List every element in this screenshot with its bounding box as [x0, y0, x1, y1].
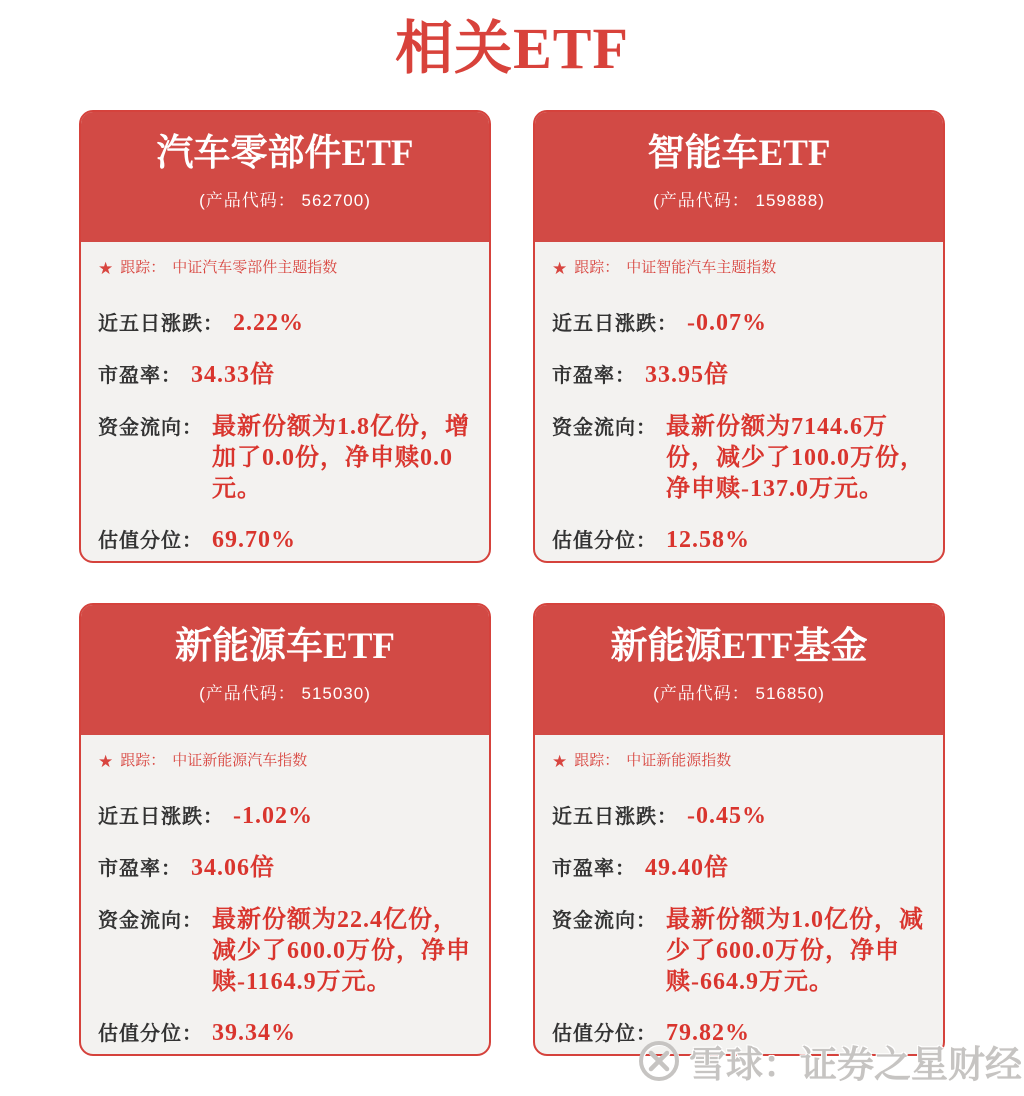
pe-value: 34.33倍: [191, 362, 275, 388]
etf-product-code: (产品代码： 516850): [653, 684, 825, 703]
track-row: [98, 751, 472, 771]
card-header: [535, 112, 943, 242]
pe-label: 市盈率：: [98, 858, 182, 880]
track-index: 中证新能源指数: [626, 752, 732, 769]
track-label: 跟踪：: [120, 259, 166, 276]
change-label: 近五日涨跌：: [552, 313, 678, 335]
pe-value: 33.95倍: [645, 362, 729, 388]
change-row: [552, 801, 926, 833]
track-index: 中证智能汽车主题指数: [626, 259, 777, 276]
valuation-value: 69.70%: [212, 527, 296, 553]
valuation-label: 估值分位：: [98, 530, 203, 552]
card-body: [535, 735, 943, 1050]
pe-label: 市盈率：: [552, 365, 636, 387]
pe-row: [98, 360, 472, 392]
etf-card-516850: [533, 603, 945, 1056]
card-header: [81, 112, 489, 242]
track-label: 跟踪：: [574, 259, 620, 276]
star-icon: ★: [98, 258, 114, 278]
track-row: [552, 751, 926, 771]
card-body: [81, 735, 489, 1050]
flow-label: 资金流向：: [552, 417, 657, 439]
etf-product-code: (产品代码： 515030): [199, 684, 371, 703]
change-label: 近五日涨跌：: [552, 806, 678, 828]
etf-card-159888: [533, 110, 945, 563]
etf-card-515030: [79, 603, 491, 1056]
card-header: [535, 605, 943, 735]
change-value: -1.02%: [233, 803, 313, 829]
etf-card-562700: [79, 110, 491, 563]
card-body: [535, 242, 943, 557]
star-icon: ★: [98, 751, 114, 771]
etf-product-code: (产品代码： 562700): [199, 191, 371, 210]
flow-row: [552, 905, 926, 998]
flow-label: 资金流向：: [98, 910, 203, 932]
change-value: -0.45%: [687, 803, 767, 829]
etf-cards-grid: [0, 110, 1024, 1056]
flow-row: [98, 905, 472, 998]
etf-title: 汽车零部件ETF: [156, 133, 414, 174]
track-label: 跟踪：: [574, 752, 620, 769]
track-label: 跟踪：: [120, 752, 166, 769]
etf-title: 智能车ETF: [647, 133, 831, 174]
valuation-label: 估值分位：: [552, 530, 657, 552]
flow-row: [98, 412, 472, 505]
valuation-value: 12.58%: [666, 527, 750, 553]
change-label: 近五日涨跌：: [98, 806, 224, 828]
xueqiu-logo-icon: [637, 1039, 681, 1083]
pe-label: 市盈率：: [552, 858, 636, 880]
change-value: 2.22%: [233, 310, 304, 336]
page-title: 相关ETF: [395, 16, 629, 81]
track-row: [552, 258, 926, 278]
card-body: [81, 242, 489, 557]
etf-title: 新能源ETF基金: [610, 626, 868, 667]
change-row: [552, 308, 926, 340]
flow-value: 最新份额为1.0亿份，减少了600.0万份，净申赎-664.9万元。: [666, 907, 924, 995]
pe-row: [98, 853, 472, 885]
track-index: 中证汽车零部件主题指数: [172, 259, 338, 276]
etf-product-code: (产品代码： 159888): [653, 191, 825, 210]
track-index: 中证新能源汽车指数: [172, 752, 308, 769]
valuation-value: 39.34%: [212, 1020, 296, 1046]
change-row: [98, 308, 472, 340]
flow-row: [552, 412, 926, 505]
star-icon: ★: [552, 258, 568, 278]
flow-value: 最新份额为22.4亿份，减少了600.0万份，净申赎-1164.9万元。: [212, 907, 471, 995]
watermark-text: 雪球：证券之星财经: [689, 1044, 1022, 1085]
pe-value: 49.40倍: [645, 855, 729, 881]
etf-title: 新能源车ETF: [175, 626, 395, 667]
change-label: 近五日涨跌：: [98, 313, 224, 335]
valuation-row: [98, 1018, 472, 1050]
flow-label: 资金流向：: [552, 910, 657, 932]
valuation-label: 估值分位：: [98, 1023, 203, 1045]
pe-row: [552, 360, 926, 392]
change-row: [98, 801, 472, 833]
flow-value: 最新份额为7144.6万份，减少了100.0万份，净申赎-137.0万元。: [666, 414, 925, 502]
valuation-label: 估值分位：: [552, 1023, 657, 1045]
track-row: [98, 258, 472, 278]
flow-value: 最新份额为1.8亿份，增加了0.0份，净申赎0.0元。: [212, 414, 470, 502]
card-header: [81, 605, 489, 735]
star-icon: ★: [552, 751, 568, 771]
valuation-value: 79.82%: [666, 1020, 750, 1046]
change-value: -0.07%: [687, 310, 767, 336]
valuation-row: [98, 525, 472, 557]
pe-row: [552, 853, 926, 885]
flow-label: 资金流向：: [98, 417, 203, 439]
pe-value: 34.06倍: [191, 855, 275, 881]
pe-label: 市盈率：: [98, 365, 182, 387]
valuation-row: [552, 525, 926, 557]
